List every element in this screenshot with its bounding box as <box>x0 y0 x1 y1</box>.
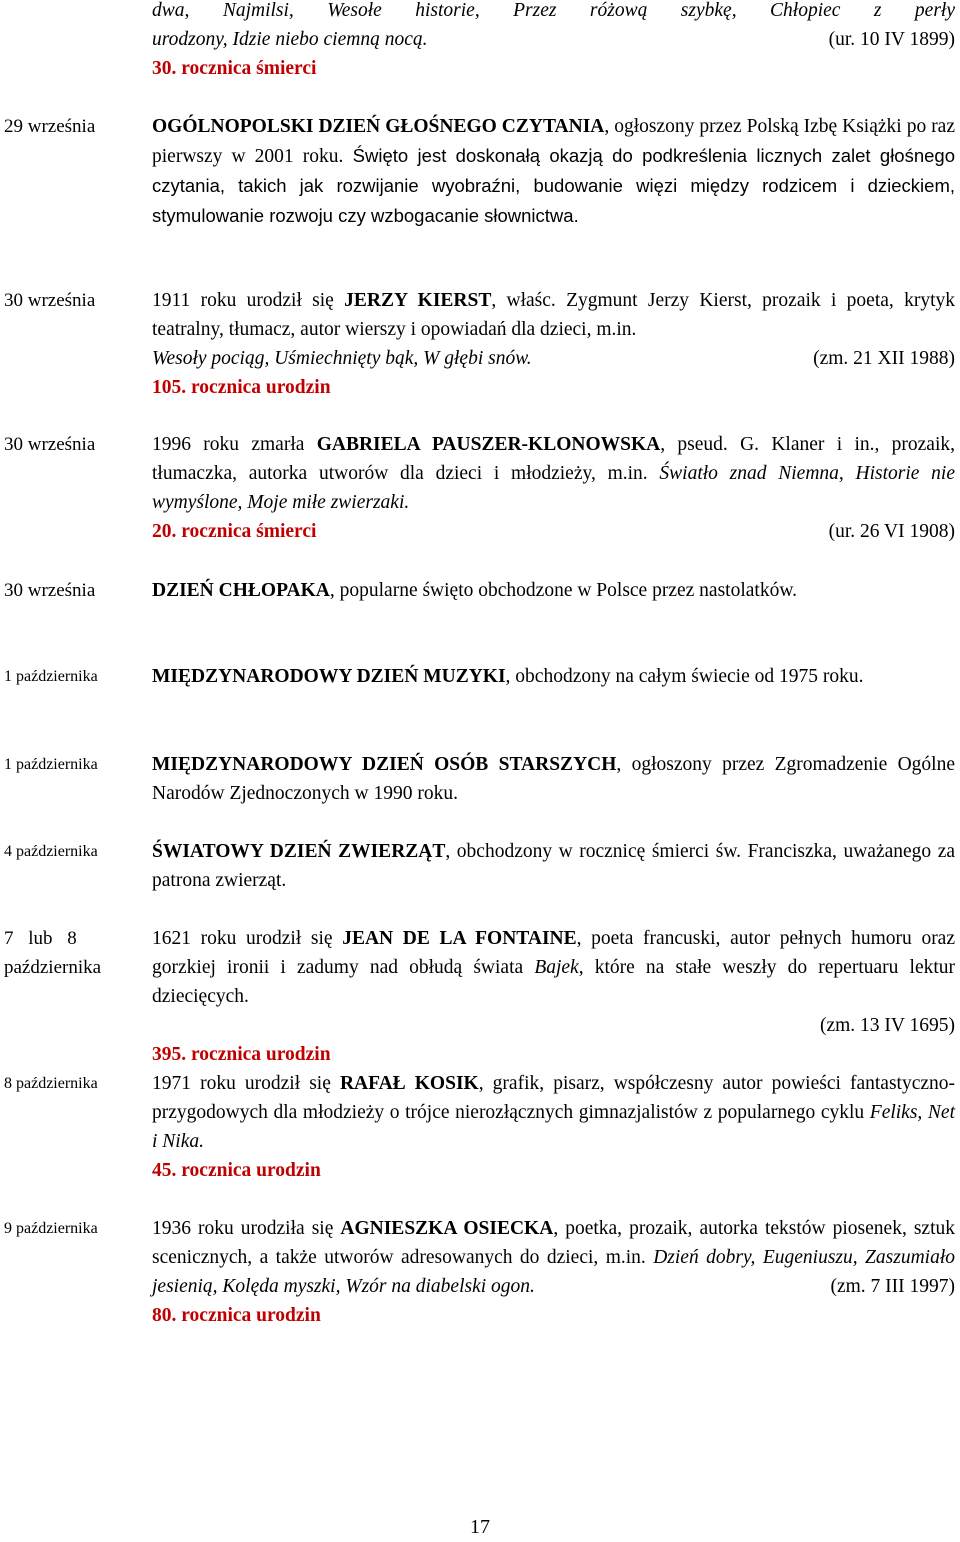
anniversary-label: rocznica śmierci <box>181 521 317 542</box>
entry-date: 8 października <box>4 1075 98 1092</box>
event-text: , ogłoszony przez Polską Izbę Książki po raz pierwszy w 2001 roku. <box>152 116 955 167</box>
entry-description: , grafik, pisarz, współczesny autor powieści fantastyczno-przygodowych dla młodzieży o trójce nierozłącznych gimnazjalistów z popularnego cyklu <box>152 1073 956 1123</box>
event-text: , popularne święto obchodzone w Polsce przez nastolatków. <box>329 580 798 601</box>
event-text: , obchodzony w rocznicę śmierci św. Franciszka, uważanego za patrona zwierząt. <box>152 841 956 891</box>
anniversary-date-line <box>152 517 955 546</box>
person-name: AGNIESZKA OSIECKA <box>340 1218 554 1239</box>
birth-date: (ur. 10 IV 1899) <box>828 29 955 50</box>
anniversary-number: 30. <box>152 58 177 79</box>
anniversary-number: 80. <box>152 1305 177 1326</box>
entry-body <box>152 430 955 546</box>
event-text: , obchodzony na całym świecie od 1975 roku. <box>505 666 864 687</box>
birth-date: (ur. 26 VI 1908) <box>828 521 955 542</box>
entry-date-line: października <box>4 957 102 978</box>
works-list: Dzień dobry, Eugeniuszu, Zaszumiało jesienią, Kolęda myszki, Wzór na diabelski ogon. <box>152 1247 955 1297</box>
anniversary-label: rocznica urodzin <box>181 1160 321 1181</box>
anniversary <box>152 373 955 402</box>
entry-text <box>152 1069 955 1156</box>
anniversary <box>152 1156 955 1185</box>
entry-date: 30 września <box>4 290 96 311</box>
anniversary <box>152 1040 955 1069</box>
entry-text <box>152 924 955 1011</box>
event-headline: DZIEŃ CHŁOPAKA <box>152 580 330 601</box>
works-list: Wesoły pociąg, Uśmiechnięty bąk, W głębi snów. <box>152 348 532 369</box>
entry-prefix: 1621 roku urodził się <box>152 928 343 949</box>
entry-text <box>152 837 955 895</box>
anniversary-number: 105. <box>152 377 187 398</box>
anniversary <box>152 517 316 546</box>
event-text: , ogłoszony przez Zgromadzenie Ogólne Narodów Zjednoczonych w 1990 roku. <box>152 754 955 804</box>
death-date-line <box>152 1011 955 1040</box>
works-list: Feliks, Net i Nika. <box>152 1102 955 1152</box>
entry-text <box>152 576 955 605</box>
entry-date: 30 września <box>4 580 96 601</box>
entry-description: , pseud. G. Klaner i in., prozaik, tłumaczka, autorka utworów dla dzieci i młodzieży, m.in. <box>152 434 956 484</box>
entry-date <box>4 924 144 982</box>
anniversary <box>152 1301 955 1330</box>
title-date-line <box>152 25 955 54</box>
entry-body <box>152 924 955 1069</box>
entry-prefix: 1971 roku urodził się <box>152 1073 340 1094</box>
death-date: (zm. 7 III 1997) <box>830 1276 955 1297</box>
entry-text <box>152 430 955 517</box>
entry-prefix: 1936 roku urodziła się <box>152 1218 341 1239</box>
entry-text <box>152 750 955 808</box>
anniversary-label: rocznica śmierci <box>181 58 317 79</box>
entry-text <box>152 112 955 231</box>
entry-body <box>152 1069 955 1185</box>
entry-body <box>152 0 955 83</box>
person-name: JEAN DE LA FONTAINE <box>342 928 577 949</box>
entry-body <box>152 1214 955 1330</box>
entry-date: 1 października <box>4 756 98 773</box>
entry-date: 30 września <box>4 434 96 455</box>
entry-description: , właśc. Zygmunt Jerzy Kierst, prozaik i poeta, krytyk teatralny, tłumacz, autor wierszy i opowiadań dla dzieci, m.in. <box>152 290 955 340</box>
death-date: (zm. 13 IV 1695) <box>819 1015 955 1036</box>
entry-text <box>152 662 955 691</box>
anniversary-number: 20. <box>152 521 177 542</box>
works-list: urodzony, Idzie niebo ciemną nocą. <box>152 29 428 50</box>
anniversary-number: 395. <box>152 1044 187 1065</box>
event-headline: ŚWIATOWY DZIEŃ ZWIERZĄT <box>152 841 446 862</box>
event-headline: MIĘDZYNARODOWY DZIEŃ MUZYKI <box>152 666 506 687</box>
entry-body <box>152 112 955 231</box>
works-list: dwa, Najmilsi, Wesołe historie, Przez różową szybkę, Chłopiec z perły <box>152 0 955 21</box>
anniversary-label: rocznica urodzin <box>191 377 331 398</box>
entry-prefix: 1911 roku urodził się <box>152 290 345 311</box>
entry-date-line: 7 lub 8 <box>4 928 77 949</box>
entry-description: , które na stałe weszły do repertuaru lektur dziecięcych. <box>152 957 956 1007</box>
death-date: (zm. 21 XII 1988) <box>813 348 955 369</box>
event-headline: MIĘDZYNARODOWY DZIEŃ OSÓB STARSZYCH <box>152 754 617 775</box>
entry-date: 1 października <box>4 668 98 685</box>
event-description: Święto jest doskonałą okazją do podkreślenia licznych zalet głośnego czytania, takich jak rozwijanie wyobraźni, budowanie więzi między rodzicem i dzieckiem, stymulowanie rozwoju czy wzbogacanie słownictwa. <box>152 145 955 226</box>
page-number: 17 <box>470 1516 490 1538</box>
works-list: Światło znad Niemna, Historie nie wymyślone, Moje miłe zwierzaki. <box>152 463 956 513</box>
person-name: GABRIELA PAUSZER-KLONOWSKA <box>316 434 661 455</box>
entry-body <box>152 576 955 605</box>
works-date-line <box>152 344 955 373</box>
entry-date: 29 września <box>4 116 96 137</box>
entry-body <box>152 750 955 808</box>
entry-description: , poetka, prozaik, autorka tekstów piosenek, sztuk scenicznych, a także utworów adresowanych do dzieci, m.in. <box>152 1218 956 1268</box>
works-list: Bajek <box>534 957 579 978</box>
entry-prefix: 1996 roku zmarła <box>152 434 317 455</box>
person-name: RAFAŁ KOSIK <box>339 1073 479 1094</box>
anniversary-label: rocznica urodzin <box>181 1305 321 1326</box>
entry-body <box>152 286 955 402</box>
entry-text <box>152 286 955 344</box>
anniversary-label: rocznica urodzin <box>191 1044 331 1065</box>
entry-date: 9 października <box>4 1220 98 1237</box>
entry-body <box>152 837 955 895</box>
event-headline: OGÓLNOPOLSKI DZIEŃ GŁOŚNEGO CZYTANIA <box>152 116 605 137</box>
entry-description: , poeta francuski, autor pełnych humoru oraz gorzkiej ironii i zadumy nad obłudą świata <box>152 928 955 978</box>
person-name: JERZY KIERST <box>344 290 492 311</box>
entry-body <box>152 662 955 691</box>
anniversary <box>152 54 955 83</box>
entry-date: 4 października <box>4 843 98 860</box>
anniversary-number: 45. <box>152 1160 177 1181</box>
